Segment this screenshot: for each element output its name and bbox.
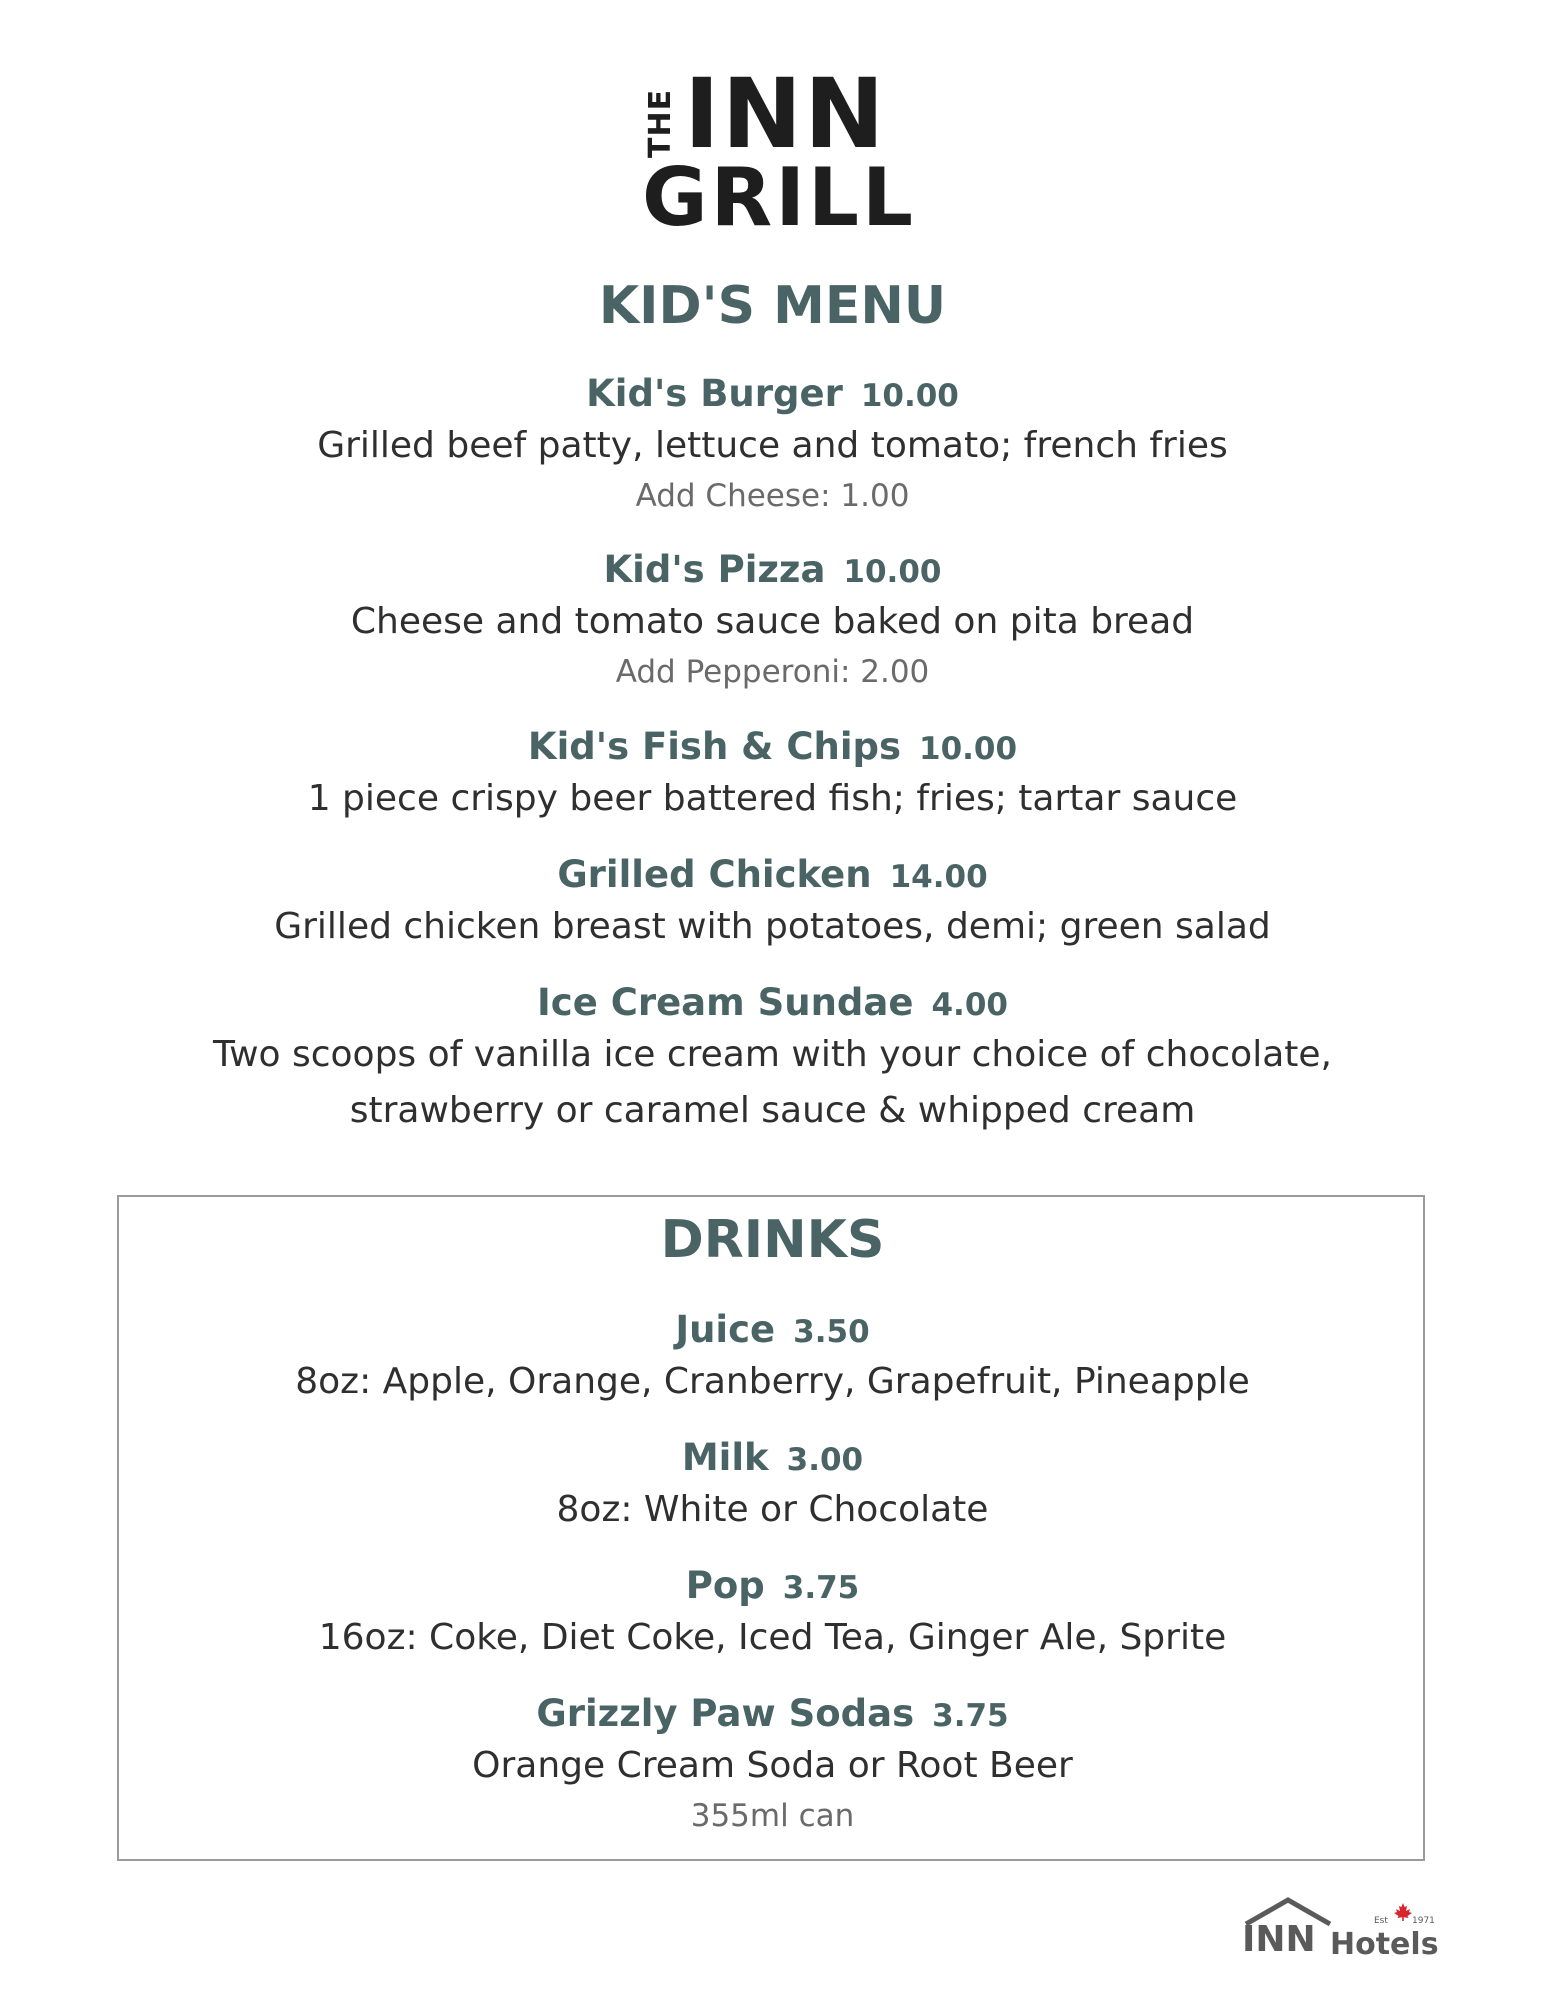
item-description: 8oz: White or Chocolate bbox=[556, 1489, 989, 1530]
item-name: Kid's Burger bbox=[586, 372, 843, 415]
item-name: Milk bbox=[681, 1436, 769, 1479]
menu-item-kids-burger bbox=[0, 370, 1545, 518]
item-description: 8oz: Apple, Orange, Cranberry, Grapefruit, Pineapple bbox=[295, 1361, 1250, 1402]
logo-grill: GRILL bbox=[642, 151, 916, 244]
item-description: 1 piece crispy beer battered fish; fries; tartar sauce bbox=[307, 778, 1238, 819]
inn-hotels-logo bbox=[1236, 1890, 1446, 1970]
item-heading bbox=[0, 1306, 1545, 1354]
item-name: Grilled Chicken bbox=[557, 853, 872, 896]
item-name: Kid's Pizza bbox=[603, 548, 826, 591]
drink-item-milk bbox=[0, 1434, 1545, 1538]
item-heading bbox=[0, 1434, 1545, 1482]
item-note: 355ml can bbox=[690, 1798, 855, 1834]
item-description-continued: strawberry or caramel sauce & whipped cream bbox=[349, 1090, 1196, 1131]
footer-est-text: Est bbox=[1374, 1916, 1388, 1926]
item-heading bbox=[0, 979, 1545, 1027]
drink-item-pop bbox=[0, 1562, 1545, 1666]
menu-item-grilled-chicken bbox=[0, 851, 1545, 955]
item-price: 10.00 bbox=[919, 731, 1018, 767]
drink-item-juice bbox=[0, 1306, 1545, 1410]
maple-leaf-icon bbox=[1393, 1902, 1413, 1922]
item-price: 3.75 bbox=[932, 1698, 1009, 1734]
menu-item-kids-fish-chips bbox=[0, 723, 1545, 827]
item-name: Juice bbox=[675, 1308, 776, 1351]
item-note: Add Pepperoni: 2.00 bbox=[615, 654, 930, 690]
item-name: Grizzly Paw Sodas bbox=[536, 1692, 915, 1735]
footer-year-text: 1971 bbox=[1412, 1916, 1435, 1926]
item-price: 10.00 bbox=[860, 378, 959, 414]
item-price: 3.00 bbox=[786, 1442, 864, 1478]
item-description: Two scoops of vanilla ice cream with your choice of chocolate, bbox=[213, 1034, 1332, 1075]
item-price: 3.50 bbox=[793, 1314, 870, 1350]
item-heading bbox=[0, 1690, 1545, 1738]
item-description: Grilled beef patty, lettuce and tomato; french fries bbox=[317, 425, 1228, 466]
item-name: Ice Cream Sundae bbox=[537, 981, 914, 1024]
item-price: 3.75 bbox=[782, 1570, 860, 1606]
logo-the: THE bbox=[643, 88, 678, 158]
item-price: 10.00 bbox=[843, 554, 942, 590]
item-heading bbox=[0, 851, 1545, 899]
item-name: Kid's Fish & Chips bbox=[527, 725, 902, 768]
footer-inn-text: INN bbox=[1242, 1919, 1316, 1960]
footer-hotels-text: Hotels bbox=[1330, 1927, 1439, 1962]
menu-item-kids-pizza bbox=[0, 546, 1545, 694]
kids-menu-title: KID'S MENU bbox=[598, 276, 947, 336]
drink-item-grizzly-paw-sodas bbox=[0, 1690, 1545, 1838]
item-heading bbox=[0, 370, 1545, 418]
item-description: Grilled chicken breast with potatoes, demi; green salad bbox=[274, 906, 1271, 947]
logo-inn: INN bbox=[684, 58, 887, 170]
item-description: 16oz: Coke, Diet Coke, Iced Tea, Ginger Ale, Sprite bbox=[318, 1617, 1227, 1658]
item-price: 4.00 bbox=[931, 987, 1008, 1023]
menu-item-ice-cream-sundae bbox=[0, 979, 1545, 1139]
item-name: Pop bbox=[685, 1564, 765, 1607]
item-heading bbox=[0, 723, 1545, 771]
item-description: Orange Cream Soda or Root Beer bbox=[472, 1745, 1073, 1786]
item-heading bbox=[0, 546, 1545, 594]
item-note: Add Cheese: 1.00 bbox=[635, 478, 910, 514]
item-price: 14.00 bbox=[889, 859, 988, 895]
drinks-title: DRINKS bbox=[660, 1210, 885, 1270]
item-heading bbox=[0, 1562, 1545, 1610]
item-description: Cheese and tomato sauce baked on pita bread bbox=[350, 601, 1195, 642]
inn-grill-logo bbox=[640, 58, 920, 244]
